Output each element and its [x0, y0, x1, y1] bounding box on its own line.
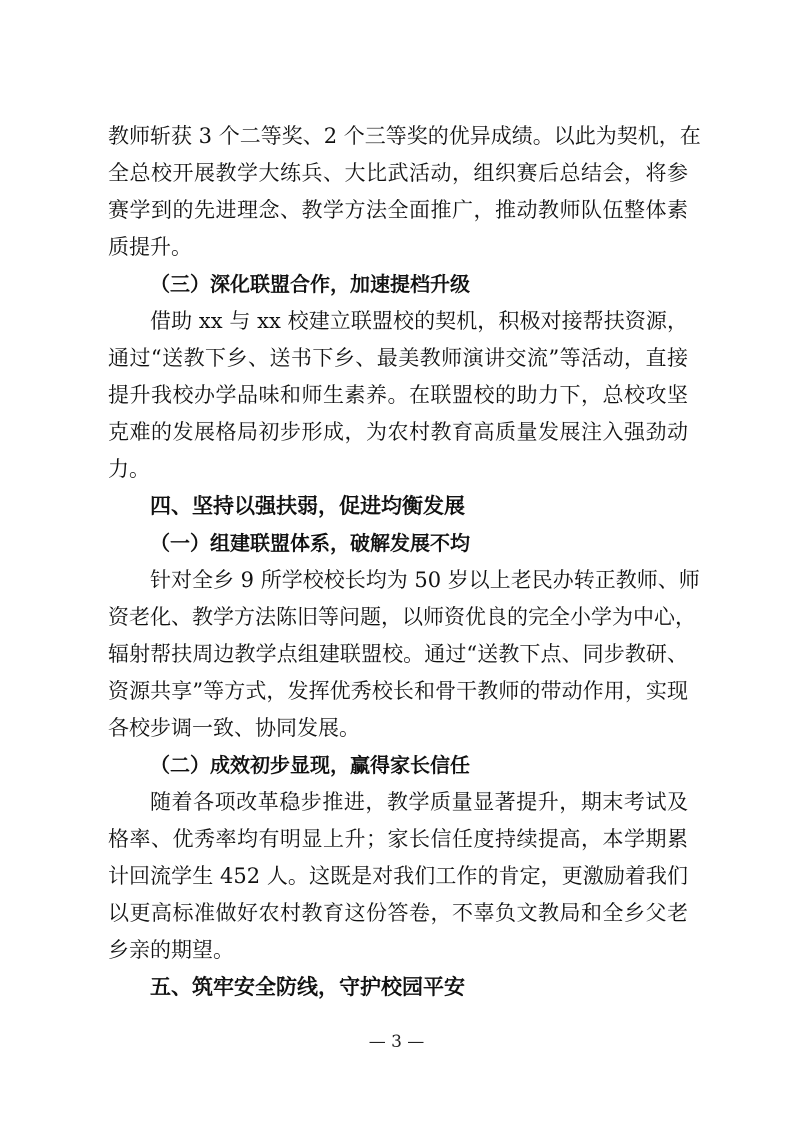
paragraph-line: 资源共享”等方式，发挥优秀校长和骨干教师的带动作用，实现: [108, 679, 688, 703]
paragraph-line: 计回流学生 452 人。这既是对我们工作的肯定，更激励着我们: [108, 864, 688, 888]
section-subheading: （一）组建联盟体系，破解发展不均: [150, 531, 470, 555]
paragraph-line: 通过“送教下乡、送书下乡、最美教师演讲交流”等活动，直接: [108, 346, 688, 370]
paragraph-line: 质提升。: [108, 235, 192, 259]
document-body: [108, 118, 701, 1006]
section-heading: 四、坚持以强扶弱，促进均衡发展: [150, 494, 465, 518]
section-subheading: （三）深化联盟合作，加速提档升级: [150, 272, 470, 296]
paragraph-line: 格率、优秀率均有明显上升；家长信任度持续提高，本学期累: [108, 827, 688, 851]
paragraph-line: 以更高标准做好农村教育这份答卷，不辜负文教局和全乡父老: [108, 901, 688, 925]
paragraph-line: 提升我校办学品味和师生素养。在联盟校的助力下，总校攻坚: [108, 383, 688, 407]
paragraph-line: 针对全乡 9 所学校校长均为 50 岁以上老民办转正教师、师: [150, 568, 700, 592]
page-number: — 3 —: [368, 1032, 425, 1052]
paragraph-line: 教师斩获 3 个二等奖、2 个三等奖的优异成绩。以此为契机，在: [108, 124, 701, 148]
section-subheading: （二）成效初步显现，赢得家长信任: [150, 753, 470, 777]
paragraph-line: 辐射帮扶周边教学点组建联盟校。通过“送教下点、同步教研、: [108, 642, 688, 666]
paragraph-line: 赛学到的先进理念、教学方法全面推广，推动教师队伍整体素: [108, 198, 688, 222]
paragraph-line: 乡亲的期望。: [108, 938, 234, 962]
section-heading: 五、筑牢安全防线，守护校园平安: [150, 975, 465, 999]
paragraph-line: 力。: [108, 457, 150, 481]
paragraph-line: 全总校开展教学大练兵、大比武活动，组织赛后总结会，将参: [108, 161, 688, 185]
paragraph-line: 随着各项改革稳步推进，教学质量显著提升，期末考试及: [150, 790, 688, 814]
paragraph-line: 各校步调一致、协同发展。: [108, 716, 360, 740]
paragraph-line: 借助 xx 与 xx 校建立联盟校的契机，积极对接帮扶资源，: [150, 309, 688, 333]
paragraph-line: 克难的发展格局初步形成，为农村教育高质量发展注入强劲动: [108, 420, 688, 444]
paragraph-line: 资老化、教学方法陈旧等问题，以师资优良的完全小学为中心，: [108, 605, 696, 629]
